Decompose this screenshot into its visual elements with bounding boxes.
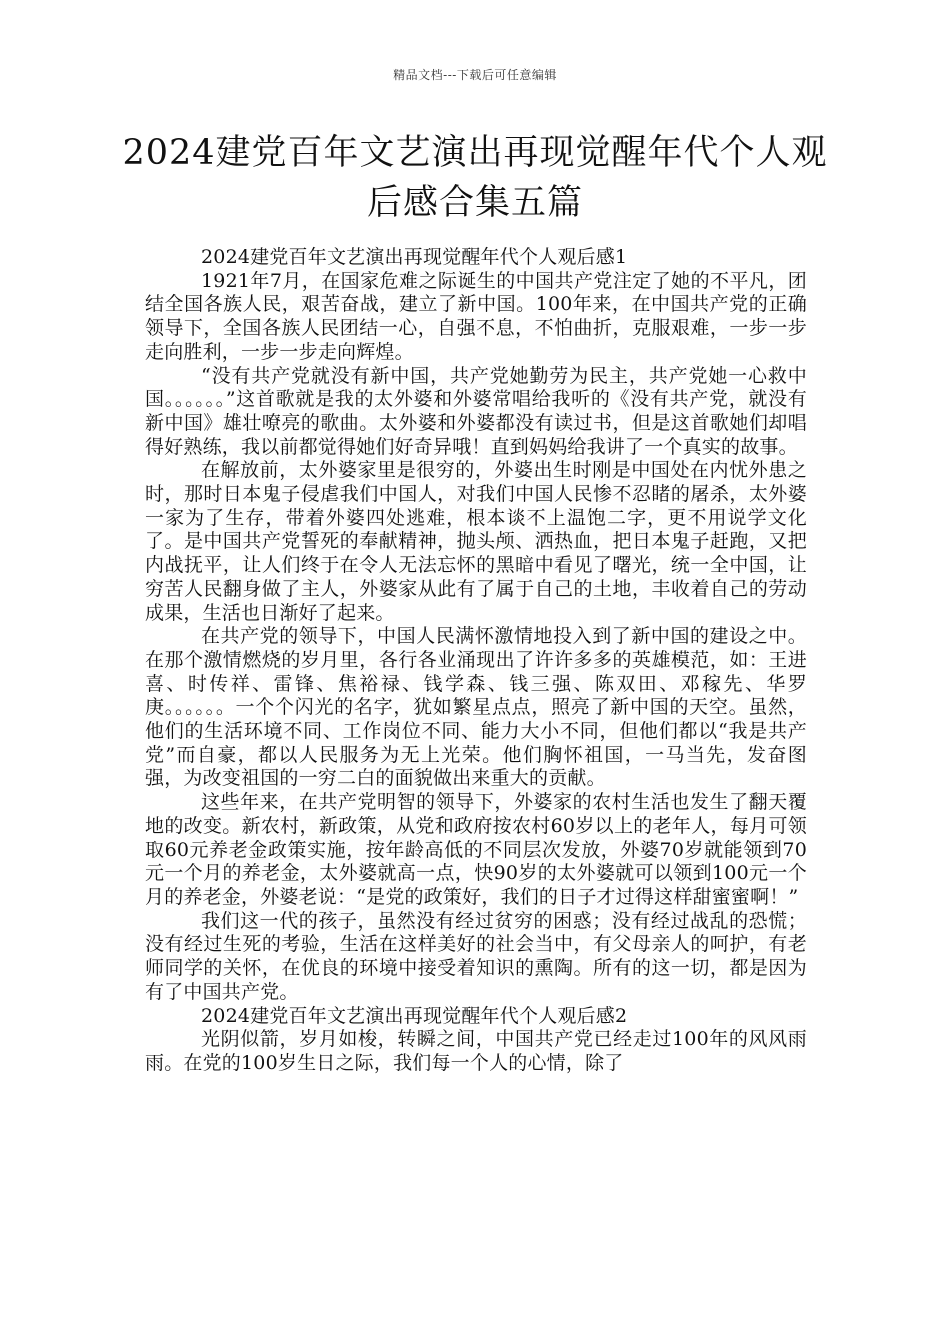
body-paragraph: “没有共产党就没有新中国，共产党她勤劳为民主，共产党她一心救中国。。。。。。”这首歌就是我的太外婆和外婆常唱给我听的《没有共产党，就没有新中国》雄壮嘹亮的歌曲。太外婆和外婆都没有读过书，但是这首歌她们却唱得好熟练，我以前都觉得她们好奇异哦！直到妈妈给我讲了一个真实的故事。	[145, 364, 807, 458]
document-title: 2024建党百年文艺演出再现觉醒年代个人观后感合集五篇	[122, 133, 828, 223]
section-heading-2: 2024建党百年文艺演出再现觉醒年代个人观后感2	[201, 1004, 628, 1027]
body-paragraph: 在解放前，太外婆家里是很穷的，外婆出生时刚是中国处在内忧外患之时，那时日本鬼子侵虐我们中国人，对我们中国人民惨不忍睹的屠杀，太外婆一家为了生存，带着外婆四处逃难，根本谈不上温饱二字，更不用说学文化了。是中国共产党誓死的奉献精神，抛头颅、洒热血，把日本鬼子赶跑，又把内战抚平，让人们终于在令人无法忘怀的黑暗中看见了曙光，统一全中国，让穷苦人民翻身做了主人，外婆家从此有了属于自己的土地，丰收着自己的劳动成果，生活也日渐好了起来。	[145, 459, 807, 624]
header-note: 精品文档---下载后可任意编辑	[393, 68, 557, 82]
body-paragraph: 这些年来，在共产党明智的领导下，外婆家的农村生活也发生了翻天覆地的改变。新农村，新政策，从党和政府按农村60岁以上的老年人，每月可领取60元养老金政策实施，按年龄高低的不同层次发放，外婆70岁就能领到70元一个月的养老金，太外婆就高一点，快90岁的太外婆就可以领到100元一个月的养老金，外婆老说：“是党的政策好，我们的日子才过得这样甜蜜蜜啊！”	[145, 791, 807, 908]
body-paragraph: 我们这一代的孩子，虽然没有经过贫穷的困惑；没有经过战乱的恐慌；没有经过生死的考验，生活在这样美好的社会当中，有父母亲人的呵护，有老师同学的关怀，在优良的环境中接受着知识的熏陶。所有的这一切，都是因为有了中国共产党。	[145, 909, 807, 1003]
document-body	[145, 246, 807, 1076]
body-paragraph: 在共产党的领导下，中国人民满怀激情地投入到了新中国的建设之中。在那个激情燃烧的岁月里，各行各业涌现出了许许多多的英雄模范，如：王进喜、时传祥、雷锋、焦裕禄、钱学森、钱三强、陈双田、邓稼先、华罗庚。。。。。。一个个闪光的名字，犹如繁星点点，照亮了新中国的天空。虽然，他们的生活环境不同、工作岗位不同、能力大小不同，但他们都以“我是共产党”而自豪，都以人民服务为无上光荣。他们胸怀祖国，一马当先，发奋图强，为改变祖国的一穷二白的面貌做出来重大的贡献。	[145, 625, 807, 790]
body-paragraph: 光阴似箭，岁月如梭，转瞬之间，中国共产党已经走过100年的风风雨雨。在党的100岁生日之际，我们每一个人的心情，除了	[145, 1028, 807, 1074]
section-heading-1: 2024建党百年文艺演出再现觉醒年代个人观后感1	[201, 246, 628, 268]
body-paragraph: 1921年7月，在国家危难之际诞生的中国共产党注定了她的不平凡，团结全国各族人民，艰苦奋战，建立了新中国。100年来，在中国共产党的正确领导下，全国各族人民团结一心，自强不息，不怕曲折，克服艰难，一步一步走向胜利，一步一步走向辉煌。	[145, 269, 807, 363]
